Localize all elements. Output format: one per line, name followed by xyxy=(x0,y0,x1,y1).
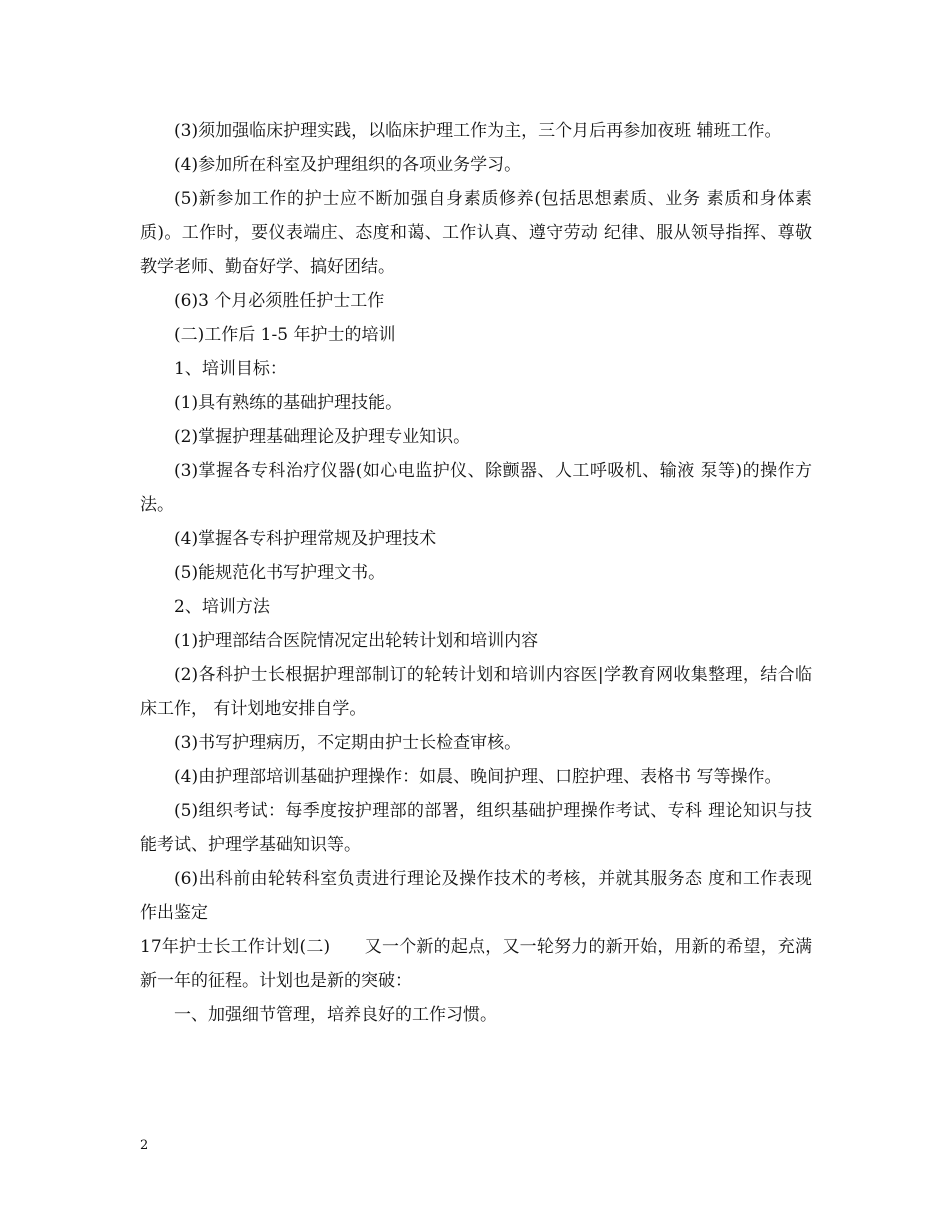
paragraph: (3)须加强临床护理实践，以临床护理工作为主，三个月后再参加夜班 辅班工作。 xyxy=(174,121,782,141)
paragraph: (5)组织考试：每季度按护理部的部署，组织基础护理操作考试、专科 理论知识与技能考试、护理学基础知识等。 xyxy=(140,801,812,855)
paragraph: (1)具有熟练的基础护理技能。 xyxy=(174,393,403,413)
paragraph: (4)由护理部培训基础护理操作：如晨、晚间护理、口腔护理、表格书 写等操作。 xyxy=(174,767,782,787)
subsection-heading: 1、培训目标： xyxy=(174,359,287,379)
paragraph: (2)各科护士长根据护理部制订的轮转计划和培训内容医|学教育网收集整理，结合临床工作， 有计划地安排自学。 xyxy=(140,665,812,719)
document-body xyxy=(140,114,812,1032)
section-heading: 一、加强细节管理，培养良好的工作习惯。 xyxy=(174,1005,497,1025)
paragraph: (4)掌握各专科护理常规及护理技术 xyxy=(174,529,437,549)
paragraph: (4)参加所在科室及护理组织的各项业务学习。 xyxy=(174,155,522,175)
paragraph: (2)掌握护理基础理论及护理专业知识。 xyxy=(174,427,471,447)
paragraph: (6)出科前由轮转科室负责进行理论及操作技术的考核，并就其服务态 度和工作表现作出鉴定 xyxy=(140,869,812,923)
paragraph: (6)3 个月必须胜任护士工作 xyxy=(174,291,385,311)
paragraph: (3)书写护理病历，不定期由护士长检查审核。 xyxy=(174,733,522,753)
subsection-heading: 2、培训方法 xyxy=(174,597,270,617)
paragraph: 17年护士长工作计划(二) 又一个新的起点，又一轮努力的新开始，用新的希望，充满新一年的征程。计划也是新的突破： xyxy=(140,937,812,991)
paragraph: (5)能规范化书写护理文书。 xyxy=(174,563,386,583)
paragraph: (5)新参加工作的护士应不断加强自身素质修养(包括思想素质、业务 素质和身体素质)。工作时，要仪表端庄、态度和蔼、工作认真、遵守劳动 纪律、服从领导指挥、尊敬教学老师、勤奋好学、搞好团结。 xyxy=(140,189,812,277)
page-number: 2 xyxy=(140,1138,149,1153)
paragraph: (3)掌握各专科治疗仪器(如心电监护仪、除颤器、人工呼吸机、输液 泵等)的操作方法。 xyxy=(140,461,812,515)
section-heading: (二)工作后 1-5 年护士的培训 xyxy=(174,325,396,345)
paragraph: (1)护理部结合医院情况定出轮转计划和培训内容 xyxy=(174,631,539,651)
